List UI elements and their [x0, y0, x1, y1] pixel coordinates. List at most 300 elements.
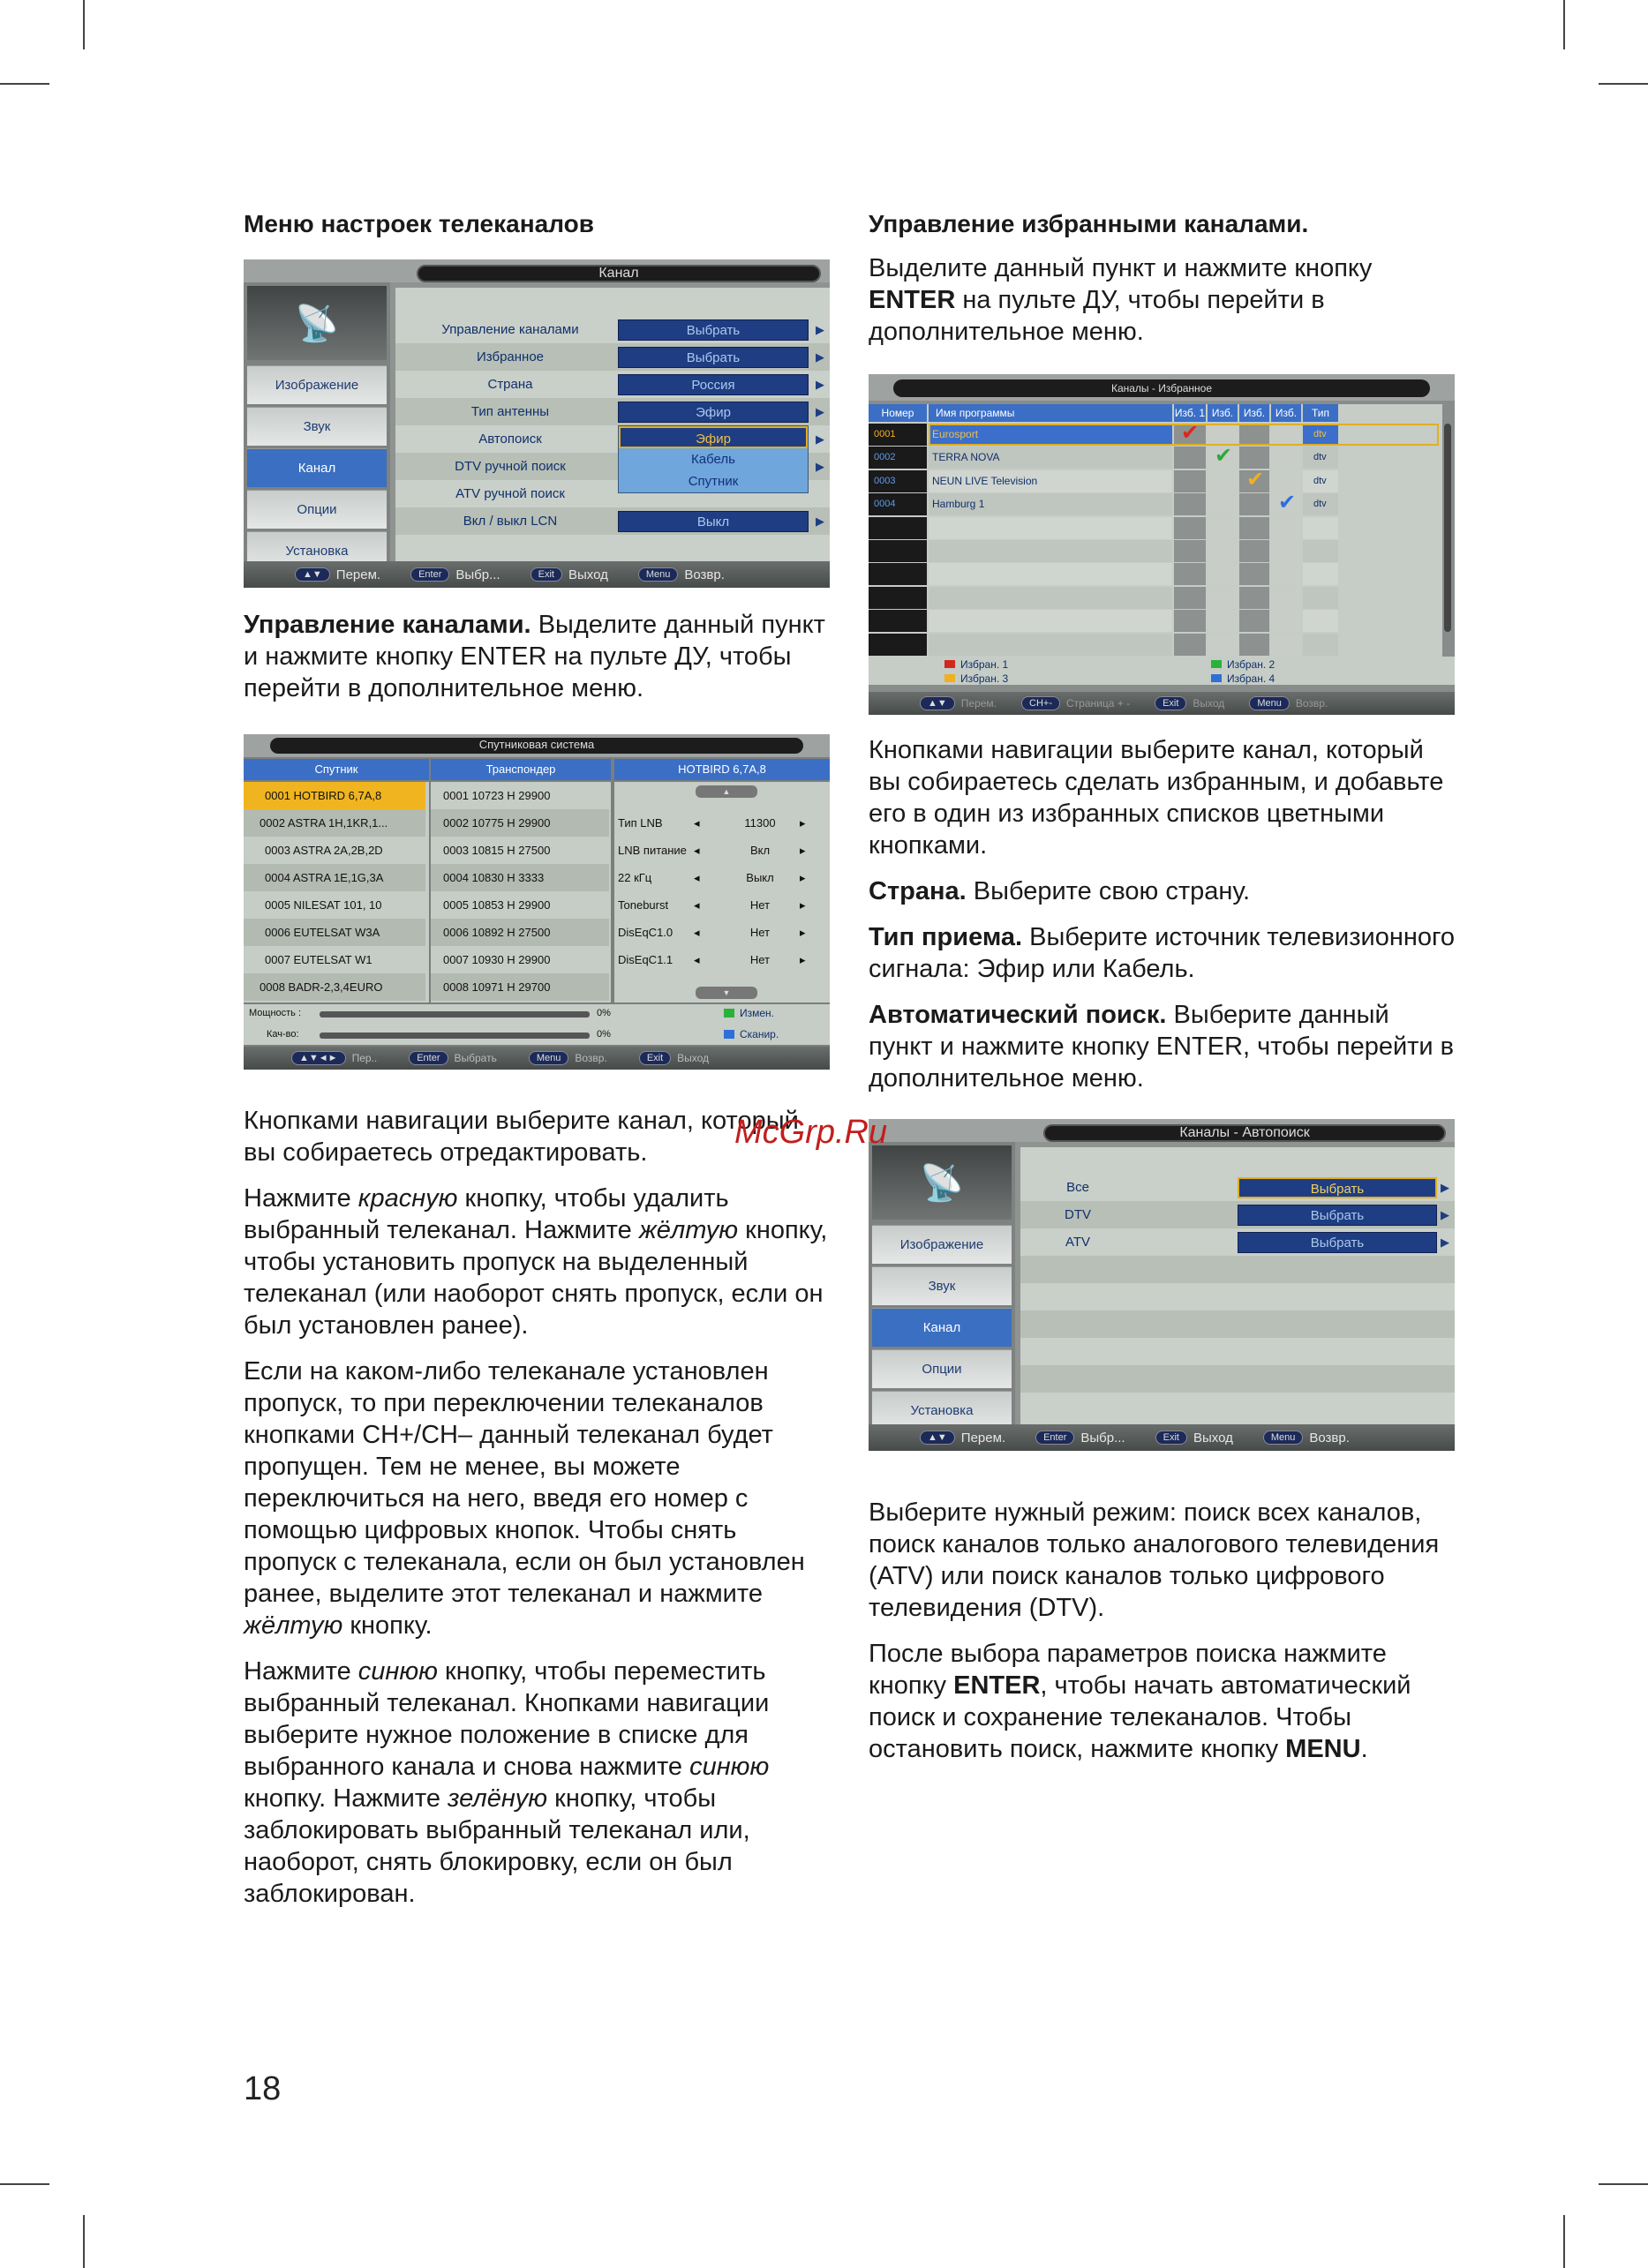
- screen-title: Каналы - Автопоиск: [1043, 1124, 1446, 1142]
- paragraph-text: Выделите данный пункт и нажмите кнопку ENTER на пульте ДУ, чтобы перейти в дополнительное меню.: [244, 611, 825, 702]
- hint-bar: [869, 1424, 1455, 1451]
- screen-title: Каналы - Избранное: [893, 379, 1430, 397]
- channel-number[interactable]: 0002: [874, 452, 896, 463]
- crop-mark: [1563, 2215, 1565, 2268]
- sat-row[interactable]: 0007 EUTELSAT W1: [265, 953, 372, 966]
- grid-cell: [1208, 493, 1238, 515]
- text: После выбора параметров поиска нажмите кнопку: [869, 1640, 1387, 1700]
- side-menu: [869, 1142, 1015, 1424]
- key-badge: Enter: [410, 567, 449, 582]
- tp-row[interactable]: 0004 10830 H 3333: [431, 864, 609, 891]
- sat-row[interactable]: 0004 ASTRA 1E,1G,3A: [244, 864, 425, 891]
- paragraph-autosearch: [869, 999, 1458, 1094]
- hint: [1035, 1431, 1125, 1446]
- bold-term: Тип приема.: [869, 923, 1023, 951]
- side-item-options[interactable]: Опции: [872, 1349, 1012, 1388]
- text: Выберите источник телевизионного сигнала: Эфир или Кабель.: [869, 923, 1456, 983]
- screen-title: Канал: [417, 265, 821, 282]
- hint: [529, 1051, 607, 1065]
- row-label: Автопоиск: [478, 432, 542, 447]
- side-item-options[interactable]: Опции: [247, 490, 387, 529]
- key-badge: Enter: [409, 1051, 448, 1065]
- legend-blue: [724, 1024, 779, 1045]
- param-value: Нет: [749, 953, 771, 966]
- key-term: CH+/CH–: [362, 1421, 473, 1449]
- hint: [409, 1051, 497, 1065]
- key-badge: Menu: [529, 1051, 569, 1065]
- italic-term: жёлтую: [638, 1216, 739, 1244]
- hint: [1155, 1431, 1233, 1446]
- italic-term: синюю: [357, 1657, 438, 1686]
- text: Нажмите: [244, 1184, 358, 1213]
- check-mark-icon[interactable]: ✔: [1181, 421, 1200, 445]
- grid-cell: [1208, 517, 1238, 539]
- column-header: Изб.: [1208, 404, 1238, 422]
- key-badge: CH+-: [1021, 696, 1060, 710]
- hint-bar: [244, 561, 830, 588]
- crop-mark: [83, 2215, 85, 2268]
- tp-row[interactable]: 0008 10971 H 29700: [431, 973, 609, 1001]
- hint-label: Перем.: [960, 1430, 1006, 1446]
- key-badge: Menu: [638, 567, 679, 582]
- channel-name[interactable]: NEUN LIVE Television: [932, 474, 1038, 487]
- row-label: Все: [1066, 1180, 1089, 1195]
- hint: [1249, 696, 1328, 710]
- hint: [531, 567, 608, 582]
- tp-row[interactable]: 0005 10853 H 29900: [443, 898, 551, 912]
- text: данный телеканал будет пропущен. Тем не менее, вы можете переключиться на него, введя его номер с помощью цифровых кнопок. Чтобы снять пропуск с телеканала, если он был установлен ранее, выделите этот телеканал и нажмите: [244, 1421, 805, 1608]
- text: на пульте ДУ, чтобы перейти в дополнительное меню.: [869, 286, 1325, 346]
- arrow-right-icon: ▸: [800, 925, 806, 939]
- param-value: Нет: [749, 898, 771, 912]
- key-badge: ▲▼: [920, 1431, 955, 1445]
- grid-cell: [1208, 540, 1238, 562]
- hint-label: Возвр.: [1309, 1430, 1350, 1446]
- grid-cell: [869, 540, 927, 562]
- paragraph-skip: [244, 1356, 833, 1641]
- paragraph-fav-nav: Кнопками навигации выберите канал, который вы собираетесь сделать избранным, и добавьте его в один из избранных списков цветными кнопками.: [869, 736, 1444, 860]
- quality-bar: [320, 1033, 590, 1039]
- param-label: 22 кГц: [618, 871, 652, 884]
- yellow-square-icon: [944, 674, 955, 682]
- grid-cell: [1271, 517, 1301, 539]
- arrow-right-icon: ▸: [800, 815, 806, 830]
- key-badge: Menu: [1249, 696, 1290, 710]
- bold-term: MENU: [1285, 1735, 1361, 1763]
- paragraph-mode: Выберите нужный режим: поиск всех каналов, поиск каналов только аналогового телевидения (ATV) или поиск каналов только цифрового телевидения (DTV).: [869, 1498, 1440, 1622]
- hint-label: Выход: [568, 567, 608, 582]
- legend-fav3: [944, 672, 1008, 685]
- text: кнопку.: [342, 1611, 433, 1640]
- row-label: Избранное: [476, 349, 545, 364]
- dropdown-option[interactable]: Спутник: [688, 474, 739, 489]
- grid-cell: [1239, 587, 1269, 609]
- italic-term: зелёную: [448, 1784, 548, 1813]
- bold-term: ENTER: [869, 286, 956, 314]
- channel-number[interactable]: 0001: [874, 429, 896, 439]
- grid-cell: [1303, 587, 1338, 609]
- grid-cell: [1174, 563, 1206, 585]
- menu-row[interactable]: [1020, 1228, 1455, 1256]
- param-row[interactable]: [618, 809, 826, 837]
- sat-row[interactable]: 0001 HOTBIRD 6,7A,8: [244, 782, 425, 809]
- side-item-setup[interactable]: Установка: [872, 1391, 1012, 1430]
- grid-cell: [1303, 517, 1338, 539]
- hint: [1155, 696, 1224, 710]
- row-label: Вкл / выкл LCN: [463, 514, 558, 529]
- selection-frame: [929, 421, 1439, 446]
- satellite-screen: [244, 734, 830, 1070]
- crop-mark: [83, 0, 85, 49]
- grid-cell: [1208, 587, 1238, 609]
- param-label: LNB питание: [618, 844, 687, 857]
- param-label: DisEqC1.0: [618, 926, 673, 939]
- param-row[interactable]: [618, 891, 826, 919]
- side-item-setup[interactable]: Установка: [247, 531, 387, 570]
- italic-term: синюю: [689, 1753, 770, 1781]
- crop-mark: [1563, 0, 1565, 49]
- paragraph-after: [869, 1638, 1458, 1765]
- heading-channel-menu: Меню настроек телеканалов: [244, 210, 594, 237]
- grid-cell: [1174, 540, 1206, 562]
- arrow-left-icon: ◂: [694, 815, 700, 830]
- hint-label: Возвр.: [575, 1052, 607, 1064]
- arrow-left-icon: ◂: [694, 870, 700, 884]
- check-mark-icon[interactable]: ✔: [1215, 444, 1233, 469]
- key-badge: Menu: [1263, 1431, 1304, 1445]
- row-value[interactable]: Россия: [618, 374, 809, 395]
- tp-row[interactable]: 0006 10892 H 27500: [431, 919, 609, 946]
- menu-row[interactable]: [1020, 1201, 1455, 1228]
- grid-cell: [1174, 447, 1206, 469]
- key-badge: Exit: [531, 567, 562, 582]
- arrow-right-icon: ▶: [816, 459, 824, 473]
- grid-cell: [929, 563, 1172, 585]
- grid-cell: [1271, 587, 1301, 609]
- side-item-sound[interactable]: Звук: [247, 407, 387, 446]
- column-header: Изб.: [1271, 404, 1301, 422]
- sat-row[interactable]: 0008 BADR-2,3,4EURO: [244, 973, 425, 1001]
- arrow-right-icon: ▶: [816, 514, 824, 528]
- channel-name[interactable]: TERRA NOVA: [932, 451, 1000, 464]
- grid-cell: [1174, 493, 1206, 515]
- grid-cell: [1174, 470, 1206, 492]
- blue-square-icon: [1211, 674, 1222, 682]
- menu-row[interactable]: [395, 316, 830, 343]
- legend-label: Избран. 1: [960, 658, 1009, 671]
- text: Если на каком-либо телеканале установлен пропуск, то при переключении телеканалов кнопками: [244, 1357, 769, 1449]
- channel-name[interactable]: Hamburg 1: [932, 498, 985, 511]
- side-item-channel[interactable]: Канал: [247, 448, 387, 487]
- channel-name[interactable]: Eurosport: [932, 428, 979, 440]
- row-value[interactable]: Выбрать: [1238, 1177, 1437, 1198]
- row-value[interactable]: Эфир: [618, 402, 809, 423]
- scroll-up-icon[interactable]: ▲: [696, 785, 757, 798]
- paragraph-blue: [244, 1656, 833, 1910]
- hint: [410, 567, 500, 582]
- text: Нажмите: [244, 1657, 358, 1686]
- arrow-left-icon: ◂: [694, 897, 700, 912]
- bold-term: Управление каналами.: [244, 611, 531, 639]
- row-label: DTV: [1065, 1207, 1091, 1222]
- grid-cell: [1239, 540, 1269, 562]
- hint-label: Выход: [1193, 1430, 1233, 1446]
- grid-cell: [1271, 540, 1301, 562]
- arrow-right-icon: ▶: [816, 404, 824, 418]
- column-header: Тип: [1303, 404, 1338, 422]
- key-badge: Exit: [1155, 1431, 1187, 1445]
- row-label: Страна: [487, 377, 533, 392]
- arrow-right-icon: ▶: [1441, 1207, 1449, 1221]
- legend-label: Измен.: [740, 1007, 775, 1019]
- check-mark-icon[interactable]: ✔: [1278, 491, 1297, 515]
- row-value[interactable]: Выбрать: [618, 319, 809, 341]
- menu-row[interactable]: [395, 371, 830, 398]
- hint-label: Выбр...: [1080, 1430, 1125, 1446]
- column-header: HOTBIRD 6,7A,8: [614, 759, 830, 780]
- sat-row[interactable]: 0003 ASTRA 2A,2B,2D: [265, 844, 383, 857]
- paragraph-nav: Кнопками навигации выберите канал, который вы собираетесь отредактировать.: [244, 1107, 799, 1167]
- scroll-down-icon[interactable]: ▼: [696, 987, 757, 999]
- crop-mark: [1599, 2183, 1648, 2185]
- dropdown-option[interactable]: Эфир: [619, 426, 808, 448]
- paragraph-country: [869, 875, 1458, 907]
- key-badge: ▲▼: [295, 567, 330, 582]
- param-row[interactable]: [618, 837, 826, 864]
- channel-number[interactable]: 0003: [874, 475, 896, 486]
- text: кнопку, чтобы заблокировать выбранный телеканал или, наоборот, снять блокировку, если он был заблокирован.: [244, 1784, 750, 1908]
- row-value[interactable]: Выбрать: [618, 347, 809, 368]
- arrow-right-icon: ▸: [800, 952, 806, 966]
- arrow-right-icon: ▶: [1441, 1235, 1449, 1249]
- side-item-sound[interactable]: Звук: [872, 1266, 1012, 1305]
- arrow-right-icon: ▸: [800, 897, 806, 912]
- right-column: [869, 205, 1458, 1779]
- screen-title: Спутниковая система: [270, 738, 803, 754]
- grid-cell: [1271, 447, 1301, 469]
- arrow-right-icon: ▶: [816, 432, 824, 446]
- legend-fav4: [1211, 672, 1275, 685]
- legend-label: Избран. 2: [1227, 658, 1276, 671]
- hint-label: Страница + -: [1066, 697, 1131, 710]
- channel-number[interactable]: 0004: [874, 499, 896, 510]
- side-item-channel[interactable]: Канал: [872, 1308, 1012, 1347]
- param-row[interactable]: [618, 864, 826, 891]
- power-value: 0%: [597, 1008, 611, 1018]
- legend-fav1: [944, 658, 1008, 671]
- arrow-left-icon: ◂: [694, 952, 700, 966]
- tp-row[interactable]: 0002 10775 H 29900: [431, 809, 609, 837]
- param-value: Вкл: [749, 844, 771, 857]
- dropdown-option[interactable]: Кабель: [691, 452, 735, 467]
- param-row[interactable]: [618, 946, 826, 973]
- hint: [291, 1051, 377, 1065]
- grid-cell: [869, 634, 927, 656]
- column-header: Спутник: [244, 759, 429, 780]
- channel-type: dtv: [1313, 429, 1327, 439]
- key-badge: ▲▼◄►: [291, 1051, 346, 1065]
- row-label: ATV ручной поиск: [455, 486, 565, 501]
- menu-row[interactable]: [1020, 1174, 1455, 1201]
- satellite-dish-icon: 📡: [247, 286, 387, 360]
- column-header: Изб. 1: [1174, 404, 1206, 422]
- row-value[interactable]: Выбрать: [1238, 1232, 1437, 1253]
- hint: [639, 1051, 709, 1065]
- grid-cell: [869, 587, 927, 609]
- hint-label: Перем.: [335, 567, 381, 582]
- grid-cell: [1303, 610, 1338, 632]
- sat-row[interactable]: 0005 NILESAT 101, 10: [265, 898, 382, 912]
- grid-cell: [1271, 470, 1301, 492]
- arrow-right-icon: ▶: [816, 349, 824, 364]
- paragraph-manage: [244, 609, 833, 704]
- grid-cell: [1208, 610, 1238, 632]
- arrow-left-icon: ◂: [694, 843, 700, 857]
- grid-cell: [929, 634, 1172, 656]
- key-badge: Exit: [1155, 696, 1186, 710]
- arrow-right-icon: ▸: [800, 870, 806, 884]
- hint: [295, 567, 380, 582]
- paragraph-reception: [869, 921, 1458, 985]
- menu-row[interactable]: [395, 343, 830, 371]
- arrow-right-icon: ▸: [800, 843, 806, 857]
- param-value: 11300: [744, 816, 776, 830]
- heading-favourites: Управление избранными каналами.: [869, 210, 1309, 237]
- channel-menu-screen: [244, 259, 830, 588]
- column-header: Имя программы: [929, 404, 1172, 422]
- grid-cell: [869, 563, 927, 585]
- row-label: Управление каналами: [441, 322, 579, 337]
- param-label: Тип LNB: [618, 816, 663, 830]
- param-label: DisEqC1.1: [618, 953, 673, 966]
- hint: [920, 1431, 1005, 1446]
- grid-cell: [1303, 563, 1338, 585]
- hint-label: Выбрать: [454, 1052, 497, 1064]
- param-value: Выкл: [746, 871, 774, 884]
- key-badge: Exit: [639, 1051, 671, 1065]
- arrow-right-icon: ▶: [816, 377, 824, 391]
- grid-cell: [1239, 610, 1269, 632]
- bold-term: ENTER: [953, 1671, 1041, 1700]
- text: , чтобы начать автоматический поиск и сохранение телеканалов. Чтобы остановить поиск, нажмите кнопку: [869, 1671, 1411, 1763]
- grid-cell: [1208, 563, 1238, 585]
- channel-type: dtv: [1313, 499, 1327, 510]
- tp-row[interactable]: 0003 10815 H 27500: [443, 844, 551, 857]
- green-square-icon: [724, 1009, 734, 1018]
- crop-mark: [0, 2183, 49, 2185]
- grid-cell: [929, 610, 1172, 632]
- bold-term: Автоматический поиск.: [869, 1001, 1167, 1029]
- blue-square-icon: [724, 1030, 734, 1039]
- side-item-picture[interactable]: Изображение: [872, 1225, 1012, 1264]
- tp-row[interactable]: 0007 10930 H 29900: [443, 953, 551, 966]
- legend-green: [724, 1003, 774, 1024]
- grid-cell: [1239, 517, 1269, 539]
- power-bar: [320, 1011, 590, 1018]
- hint: [1021, 696, 1130, 710]
- row-value[interactable]: Выкл: [618, 511, 809, 532]
- power-label: Мощность :: [249, 1008, 302, 1018]
- quality-label: Кач-во:: [267, 1029, 299, 1040]
- channel-type: dtv: [1313, 475, 1327, 486]
- side-item-picture[interactable]: Изображение: [247, 365, 387, 404]
- antenna-dropdown[interactable]: [618, 425, 809, 493]
- left-column: [244, 205, 833, 1924]
- autosearch-screen: [869, 1119, 1455, 1451]
- legend-label: Избран. 3: [960, 672, 1009, 685]
- grid-cell: [929, 540, 1172, 562]
- key-badge: Enter: [1035, 1431, 1074, 1445]
- key-badge: ▲▼: [920, 696, 955, 710]
- hint-label: Возвр.: [684, 567, 725, 582]
- grid-cell: [1271, 610, 1301, 632]
- bold-term: Страна.: [869, 877, 967, 905]
- grid-cell: [1174, 634, 1206, 656]
- grid-cell: [1208, 470, 1238, 492]
- legend-label: Избран. 4: [1227, 672, 1276, 685]
- text: Выделите данный пункт и нажмите кнопку: [869, 254, 1373, 282]
- hint: [1263, 1431, 1350, 1446]
- menu-row[interactable]: [395, 507, 830, 535]
- text: кнопку, чтобы установить пропуск на выделенный телеканал (или наоборот снять пропуск, если он был установлен ранее).: [244, 1216, 828, 1340]
- grid-cell: [1174, 610, 1206, 632]
- page-number: 18: [244, 2070, 282, 2107]
- tp-row[interactable]: 0001 10723 H 29900: [443, 789, 551, 802]
- text: кнопку. Нажмите: [244, 1784, 448, 1813]
- grid-cell: [1174, 517, 1206, 539]
- grid-cell: [1208, 634, 1238, 656]
- grid-cell: [1271, 634, 1301, 656]
- text: .: [1360, 1735, 1368, 1763]
- scrollbar[interactable]: [1444, 424, 1451, 632]
- grid-cell: [1239, 634, 1269, 656]
- italic-term: красную: [357, 1184, 458, 1213]
- hint-label: Выбр...: [455, 567, 500, 582]
- side-menu: [244, 282, 390, 561]
- italic-term: жёлтую: [244, 1611, 343, 1640]
- grid-cell: [929, 587, 1172, 609]
- arrow-left-icon: ◂: [694, 925, 700, 939]
- red-square-icon: [944, 660, 955, 668]
- arrow-right-icon: ▶: [816, 322, 824, 336]
- grid-cell: [1239, 447, 1269, 469]
- grid-cell: [1239, 493, 1269, 515]
- menu-row[interactable]: [395, 398, 830, 425]
- quality-value: 0%: [597, 1029, 611, 1040]
- arrow-right-icon: ▶: [1441, 1180, 1449, 1194]
- grid-cell: [1239, 563, 1269, 585]
- grid-cell: [929, 517, 1172, 539]
- row-label: Тип антенны: [470, 404, 550, 419]
- grid-cell: [1303, 634, 1338, 656]
- hint: [920, 696, 997, 710]
- paragraph-red: [244, 1183, 833, 1341]
- sat-row[interactable]: 0002 ASTRA 1H,1KR,1...: [244, 809, 425, 837]
- hint-label: Выход: [1193, 697, 1225, 710]
- row-value[interactable]: Выбрать: [1238, 1205, 1437, 1226]
- check-mark-icon[interactable]: ✔: [1246, 467, 1265, 492]
- param-label: Toneburst: [618, 898, 669, 912]
- menu-rows: [395, 288, 830, 561]
- legend-label: Сканир.: [740, 1028, 779, 1040]
- column-header: Транспондер: [431, 759, 611, 780]
- sat-row[interactable]: 0006 EUTELSAT W3A: [244, 919, 425, 946]
- paragraph-fav: [869, 252, 1458, 348]
- param-row[interactable]: [618, 919, 826, 946]
- watermark: McGrp.Ru: [734, 1114, 888, 1151]
- text: Выберите свою страну.: [966, 877, 1251, 905]
- column-header: Номер: [869, 404, 927, 422]
